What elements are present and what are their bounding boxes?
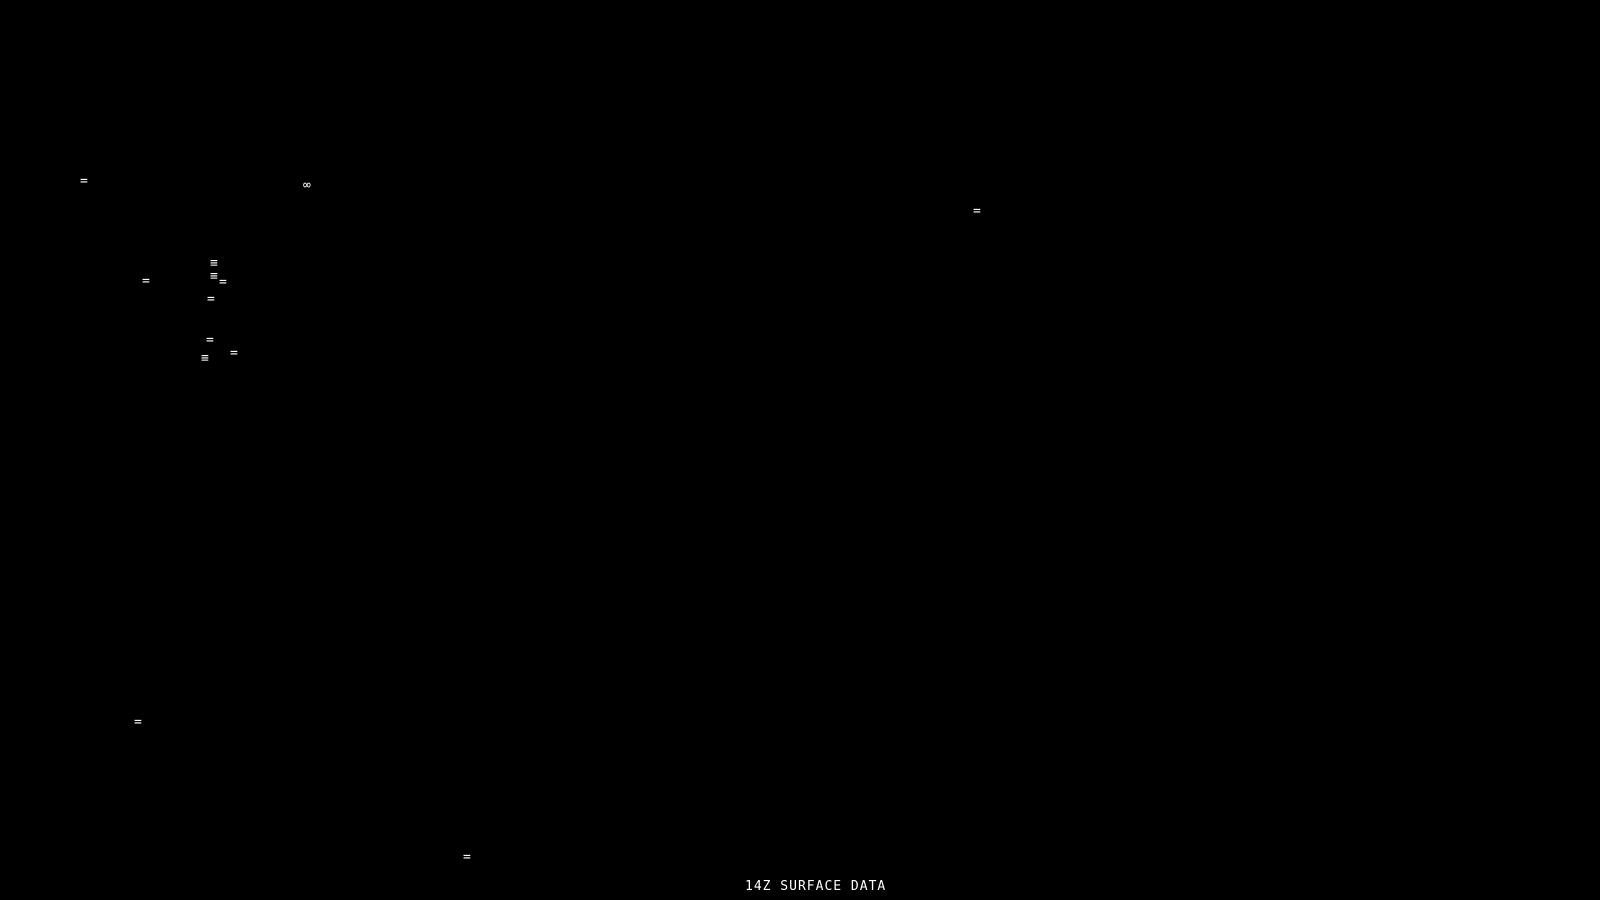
station-plot-12: = [134,715,142,730]
station-plot-13: = [463,850,471,865]
station-plot-5: ≡ [210,256,218,271]
station-plot-4: = [142,274,150,289]
station-plot-1: = [80,174,88,189]
station-plot-2: ∞ [303,178,311,193]
station-plot-3: = [973,204,981,219]
station-plot-6: ≡ [210,269,218,284]
station-plot-11: ≡ [201,351,209,366]
station-plot-8: = [207,292,215,307]
station-plot-9: = [206,333,214,348]
map-caption: 14Z SURFACE DATA [745,879,887,894]
station-plot-10: = [230,346,238,361]
station-plot-7: = [219,275,227,290]
